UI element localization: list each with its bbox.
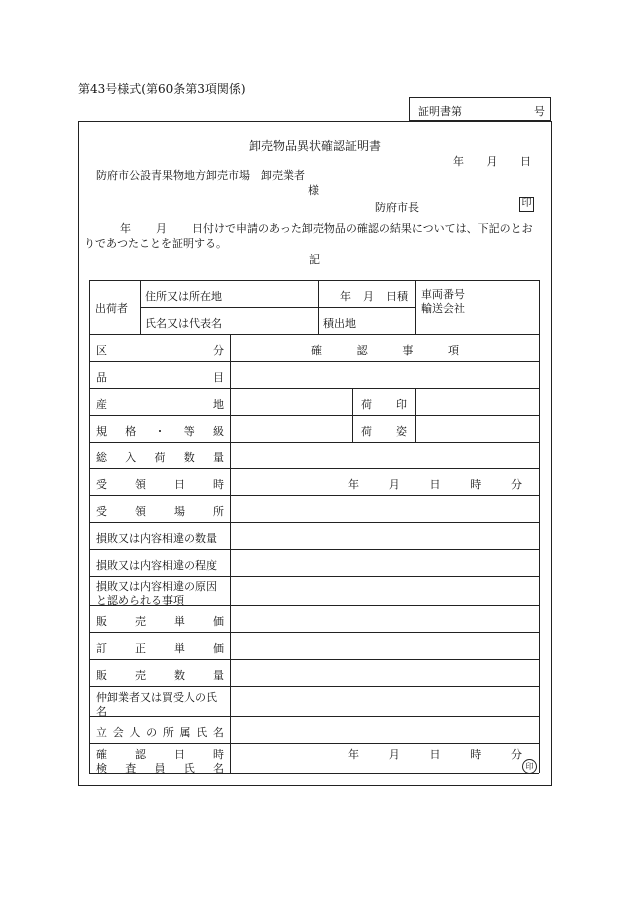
label-char: 価 [213,642,224,655]
label-char: 会 [112,726,124,739]
label-char: 月 [388,748,400,761]
cargo-mark-label [361,396,407,412]
buyer-label-line1: 仲卸業者又は買受人の氏 [96,691,217,704]
addressee: 防府市公設青果物地方卸売市場 卸売業者 [96,169,305,182]
label-char: 印 [396,398,407,411]
label-char: 正 [135,642,146,655]
label-char: 時 [470,748,482,761]
label-char: 価 [213,615,224,628]
buyer-label-line2: 名 [96,705,107,718]
item-label [96,369,224,385]
label-char: 地 [213,398,224,411]
issue-date-day: 日 [520,155,531,168]
label-char: 数 [174,669,185,682]
total-quantity-label [96,449,224,465]
label-char: 項 [447,344,459,357]
damage-degree-label: 損敗又は内容相違の程度 [96,559,217,572]
origin-label [96,396,224,412]
label-char: 時 [213,478,224,491]
label-char: 属 [179,726,191,739]
loading-date-year: 年 [340,290,351,303]
label-char: 名 [213,762,224,775]
label-char: 場 [174,505,185,518]
label-char: 規 [96,425,107,438]
label-char: 年 [348,478,359,491]
label-char: 分 [213,344,224,357]
sale-price-label [96,613,224,629]
body-text-line2: りであつたことを証明する。 [84,237,227,250]
damage-cause-label-line1: 損敗又は内容相違の原因 [96,580,217,593]
shipper-name-label: 氏名又は代表名 [145,317,222,330]
label-char: 日 [174,748,185,761]
label-char: 査 [125,762,137,775]
damage-quantity-label: 損敗又は内容相違の数量 [96,532,217,545]
label-char: 受 [96,478,107,491]
label-char: 産 [96,398,107,411]
label-char: 売 [135,615,146,628]
label-char: 分 [511,748,522,761]
label-char: 認 [135,748,146,761]
certificate-number-box [409,97,551,121]
label-char: 販 [96,615,107,628]
category-label [96,342,224,358]
label-char: 姿 [396,425,407,438]
label-char: 荷 [361,398,372,411]
document-title: 卸売物品異状確認証明書 [249,139,382,153]
label-char: ・ [154,425,166,438]
issue-date-month: 月 [486,155,498,168]
body-month: 月 [156,222,167,235]
label-char: の [146,726,158,739]
label-char: 所 [213,505,224,518]
label-char: 単 [174,615,185,628]
label-char: 検 [96,762,107,775]
label-char: 日 [174,478,185,491]
check-items-header [311,342,459,358]
label-char: 員 [154,762,166,775]
body-year: 年 [120,222,131,235]
label-char: 格 [125,425,137,438]
label-char: 数 [183,451,195,464]
shipper-label: 出荷者 [95,302,128,315]
witness-label [96,724,224,740]
corrected-price-label [96,640,224,656]
receipt-datetime-fields [348,476,522,492]
label-char: 認 [356,344,368,357]
label-char: 時 [470,478,482,491]
label-char: 等 [183,425,195,438]
label-char: 事 [402,344,414,357]
addressee-honorific: 様 [308,184,319,197]
ki-heading: 記 [309,253,320,266]
label-char: 氏 [196,726,208,739]
label-char: 分 [511,478,522,491]
label-char: 品 [96,371,107,384]
label-char: 年 [348,748,359,761]
label-char: 受 [96,505,107,518]
label-char: 単 [174,642,185,655]
certificate-number-suffix: 号 [534,105,545,118]
loading-date-day: 日積 [386,290,408,303]
label-char: 総 [96,451,107,464]
label-char: 入 [125,451,137,464]
label-char: 級 [213,425,224,438]
label-char: 領 [135,505,146,518]
transport-company-label: 輸送会社 [421,302,465,315]
label-char: 名 [212,726,224,739]
grade-label [96,423,224,439]
label-char: 日 [429,478,441,491]
label-char: 荷 [154,451,166,464]
loading-date [340,288,408,304]
receipt-datetime-label [96,476,224,492]
issue-date [453,153,531,169]
form-number: 第43号様式(第60条第3項関係) [78,82,246,96]
confirm-datetime-fields [348,746,522,762]
certificate-number-prefix: 証明書第 [418,105,462,118]
sale-quantity-label [96,667,224,683]
receipt-place-label [96,503,224,519]
label-char: 荷 [361,425,372,438]
body-text-line1: 日付けで申請のあった卸売物品の確認の結果については、下記のとお [192,222,533,235]
label-char: 販 [96,669,107,682]
shipper-address-label: 住所又は所在地 [145,290,222,303]
vehicle-number-label: 車両番号 [421,288,465,301]
label-char: 人 [129,726,141,739]
label-char: 目 [213,371,224,384]
label-char: 区 [96,344,107,357]
label-char: 立 [96,726,107,739]
label-char: 売 [135,669,146,682]
label-char: 量 [213,669,224,682]
label-char: 氏 [183,762,195,775]
inspector-seal: 印 [522,759,537,774]
label-char: 確 [311,344,322,357]
label-char: 日 [429,748,441,761]
cargo-form-label [361,423,407,439]
issuer-seal: 印 [519,197,534,212]
inspector-label [96,760,224,776]
label-char: 月 [388,478,400,491]
loading-place-label: 積出地 [323,317,356,330]
damage-cause-label-line2: と認められる事項 [96,594,184,607]
issuer-name: 防府市長 [375,201,419,214]
label-char: 所 [162,726,174,739]
label-char: 訂 [96,642,107,655]
label-char: 確 [96,748,107,761]
label-char: 量 [213,451,224,464]
loading-date-month: 月 [363,290,374,303]
label-char: 領 [135,478,146,491]
issue-date-year: 年 [453,155,464,168]
label-char: 時 [213,748,224,761]
